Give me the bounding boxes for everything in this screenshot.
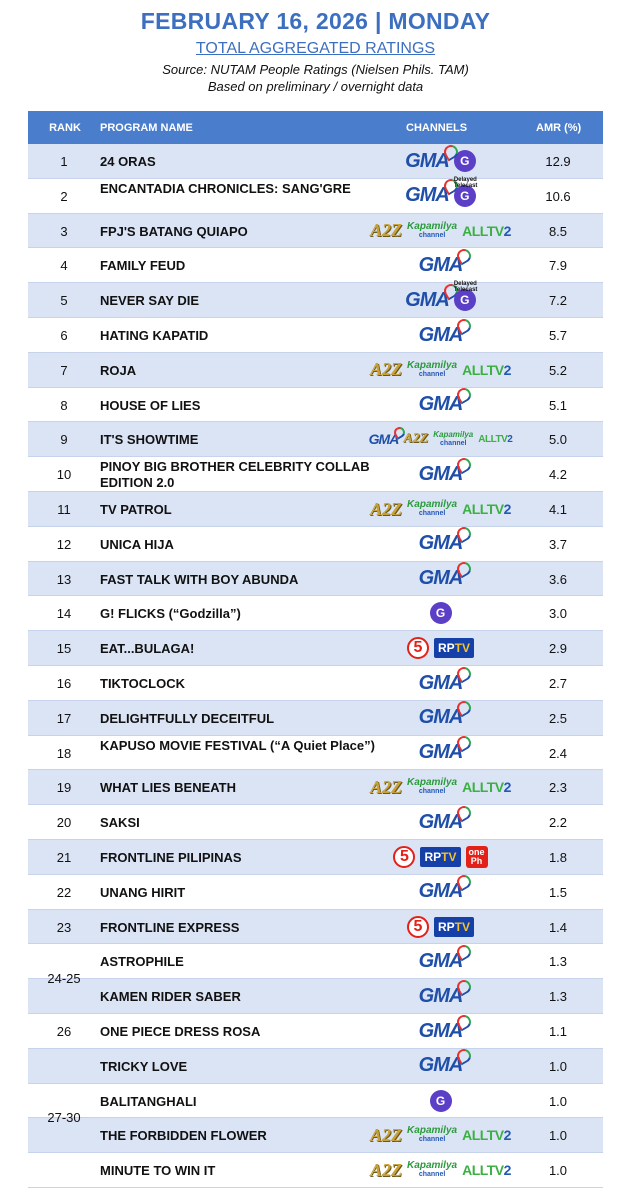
table-row [28, 422, 603, 457]
channels-cell [358, 912, 523, 942]
amr-cell: 2.7 [548, 676, 568, 691]
amr-cell: 1.3 [548, 989, 568, 1005]
channels-cell [358, 529, 523, 559]
source-note: Source: NUTAM People Ratings (Nielsen Phils. TAM) [162, 62, 469, 77]
rank-cell: 8 [60, 397, 68, 413]
kapamilya-channel-sub: channel [418, 231, 446, 239]
program-name-cell: BALITANGHALI [100, 1093, 197, 1109]
table-row [28, 176, 603, 214]
alltv2-number: 2 [507, 433, 513, 445]
amr-cell: 3.6 [548, 571, 568, 587]
amr-cell: 2.5 [548, 710, 568, 726]
merged-rank-cell: 27-30 [47, 1110, 81, 1126]
amr-cell: 5.1 [548, 397, 568, 413]
channels-cell [358, 703, 523, 733]
rank-cell: 20 [56, 815, 72, 831]
program-name-cell: KAPUSO MOVIE FESTIVAL (“A Quiet Place”) [100, 737, 375, 753]
program-name-cell: G! FLICKS (“Godzilla”) [100, 606, 241, 622]
amr-cell: 1.5 [548, 884, 568, 900]
program-name-cell: PINOY BIG BROTHER CELEBRITY COLLAB EDITION 2.0 [100, 459, 370, 491]
channels-cell [358, 981, 523, 1011]
amr-cell: 1.1 [548, 1024, 568, 1039]
channels-cell [358, 424, 523, 454]
channels-cell [358, 146, 523, 176]
rptv-tv: TV [441, 850, 457, 864]
alltv2-number: 2 [503, 361, 511, 378]
rank-cell: 12 [56, 536, 72, 552]
amr-cell: 3.7 [548, 536, 568, 552]
channels-cell [358, 633, 523, 663]
col-amr-header: AMR (%) [536, 122, 582, 134]
tv5-logo-icon: 5 [407, 916, 429, 938]
rank-cell: 10 [56, 467, 72, 483]
rank-cell: 7 [60, 362, 68, 378]
table-row [28, 1014, 603, 1049]
a2z-logo-icon: A2Z [370, 1159, 403, 1180]
program-name-cell: ROJA [100, 362, 137, 378]
alltv2-logo-icon: ALLTV2 [462, 222, 511, 239]
gtv-logo-icon: G [454, 150, 476, 172]
a2z-logo-icon: A2Z [370, 359, 403, 380]
amr-cell: 1.0 [548, 1058, 568, 1074]
one-ph-logo-icon: one Ph [466, 846, 488, 868]
amr-cell: 7.2 [548, 293, 568, 309]
amr-cell: 1.0 [548, 1128, 568, 1144]
gtv-delayed-logo-icon [453, 281, 478, 311]
channels-cell [358, 281, 523, 315]
page-title: FEBRUARY 16, 2026 | MONDAY [140, 8, 491, 34]
table-row [28, 353, 603, 388]
kapamilya-channel-logo-icon: Kapamilya channel [407, 1160, 458, 1179]
amr-cell: 7.9 [548, 258, 568, 274]
gma-logo-icon: GMA [418, 1019, 463, 1042]
rank-cell: 6 [60, 328, 68, 343]
amr-cell: 2.2 [548, 815, 568, 831]
rptv-tv: TV [454, 641, 470, 656]
amr-cell: 8.5 [548, 223, 568, 239]
rptv-tv: TV [454, 919, 470, 934]
table-row [28, 736, 603, 771]
alltv2-number: 2 [503, 1162, 511, 1179]
table-row [28, 1084, 603, 1119]
rank-cell: 4 [60, 258, 68, 274]
kapamilya-channel-sub: channel [418, 1171, 446, 1179]
alltv2-number: 2 [503, 1127, 511, 1144]
gma-logo-icon: GMA [418, 253, 463, 276]
rank-cell: 23 [56, 919, 72, 935]
table-row [28, 492, 603, 527]
rank-cell: 9 [60, 432, 68, 448]
gma-logo-icon: GMA [418, 949, 463, 972]
rank-cell: 1 [60, 154, 68, 169]
gma-logo-icon: GMA [418, 810, 463, 833]
gma-logo-icon: GMA [418, 880, 463, 903]
kapamilya-channel-sub: channel [418, 510, 446, 517]
program-name-cell: UNICA HIJA [100, 536, 174, 552]
channels-cell [358, 842, 523, 872]
channels-cell [358, 459, 523, 489]
alltv2-logo-icon: ALLTV2 [462, 1127, 511, 1144]
gma-logo-icon: GMA [418, 1054, 463, 1077]
gma-logo-icon: GMA [405, 184, 449, 207]
program-name-cell: ASTROPHILE [100, 954, 184, 970]
rank-cell: 2 [60, 188, 68, 204]
gtv-logo-icon: G [454, 289, 476, 311]
gma-logo-icon: GMA [418, 741, 463, 764]
rank-cell: 21 [56, 850, 72, 865]
table-row [28, 666, 603, 701]
kapamilya-channel-sub: channel [440, 440, 467, 448]
amr-cell: 10.6 [545, 188, 571, 204]
table-row [28, 1118, 603, 1153]
alltv2-logo-icon: ALLTV2 [462, 1162, 511, 1179]
rank-cell: 11 [57, 502, 71, 517]
col-program-header: PROGRAM NAME [100, 122, 193, 134]
a2z-logo-icon: A2Z [370, 1124, 403, 1145]
one-ph-sub: Ph [470, 856, 483, 866]
rank-cell: 19 [56, 780, 72, 796]
program-name-cell: HATING KAPATID [100, 328, 209, 343]
amr-cell: 1.8 [548, 850, 568, 865]
rank-cell: 14 [56, 606, 72, 622]
program-name-cell: EAT...BULAGA! [100, 641, 195, 657]
program-name-cell: ONE PIECE DRESS ROSA [100, 1024, 261, 1039]
table-row [28, 944, 603, 979]
amr-cell: 5.2 [548, 362, 568, 378]
kapamilya-channel-logo-icon: Kapamilya channel [433, 430, 474, 448]
table-row [28, 527, 603, 562]
program-name-cell: FAMILY FEUD [100, 258, 186, 274]
program-name-cell: FRONTLINE PILIPINAS [100, 850, 242, 865]
kapamilya-channel-sub: channel [418, 788, 446, 796]
table-row [28, 770, 603, 805]
rank-cell: 18 [56, 745, 72, 761]
table-row [28, 388, 603, 423]
channels-cell [358, 564, 523, 594]
channels-cell [358, 1051, 523, 1081]
channels-cell [358, 355, 523, 385]
channels-cell [358, 320, 523, 350]
col-channels-header: CHANNELS [406, 122, 468, 134]
kapamilya-channel-sub: channel [418, 1136, 446, 1144]
rank-cell: 26 [56, 1024, 72, 1039]
table-row [28, 1049, 603, 1084]
channels-cell [358, 598, 523, 628]
rptv-logo-icon: RPTV [434, 917, 474, 937]
table-row [28, 910, 603, 945]
gma-logo-icon: GMA [418, 984, 463, 1007]
alltv2-logo-icon: ALLTV2 [462, 501, 511, 517]
program-name-cell: THE FORBIDDEN FLOWER [100, 1128, 267, 1144]
gtv-logo-icon: G [454, 185, 476, 207]
channels-cell [358, 1086, 523, 1116]
table-row [28, 1153, 603, 1188]
channels-cell [358, 738, 523, 768]
program-name-cell: UNANG HIRIT [100, 884, 186, 900]
channels-cell [358, 1120, 523, 1150]
rank-cell: 3 [60, 223, 68, 239]
kapamilya-channel-logo-icon: Kapamilya channel [407, 1125, 458, 1144]
a2z-logo-icon: A2Z [370, 498, 403, 519]
gma-logo-icon: GMA [418, 323, 463, 346]
alltv2-logo-icon: ALLTV2 [478, 433, 513, 445]
gma-logo-icon: GMA [418, 532, 463, 555]
program-name-cell: HOUSE OF LIES [100, 397, 201, 413]
amr-cell: 4.2 [548, 467, 568, 483]
kapamilya-channel-logo-icon: Kapamilya channel [407, 220, 458, 239]
gma-logo-icon: GMA [405, 149, 449, 172]
table-row [28, 596, 603, 631]
channels-cell [358, 176, 523, 211]
merged-rank-cell: 24-25 [47, 971, 81, 987]
program-name-cell: FRONTLINE EXPRESS [100, 919, 240, 935]
program-name-cell: SAKSI [100, 815, 140, 831]
rptv-logo-icon: RPTV [420, 847, 460, 867]
table-row [28, 840, 603, 875]
kapamilya-channel-sub: channel [418, 370, 446, 378]
amr-cell: 1.3 [548, 954, 568, 970]
program-name-cell: 24 ORAS [100, 154, 156, 169]
amr-cell: 2.9 [548, 641, 568, 657]
rank-cell: 17 [56, 710, 72, 726]
gma-logo-icon: GMA [405, 288, 449, 311]
table-row [28, 562, 603, 597]
program-name-cell: TIKTOCLOCK [100, 676, 185, 691]
amr-cell: 1.0 [548, 1163, 568, 1179]
channels-cell [358, 807, 523, 837]
channels-cell [358, 946, 523, 976]
channels-cell [358, 250, 523, 280]
rank-cell: 13 [56, 571, 72, 587]
table-header [28, 111, 603, 144]
alltv2-number: 2 [503, 501, 511, 517]
table-row [28, 805, 603, 840]
amr-cell: 2.3 [548, 780, 568, 796]
amr-cell: 3.0 [548, 606, 568, 622]
gma-logo-icon: GMA [418, 462, 463, 485]
channels-cell [358, 216, 523, 246]
alltv2-logo-icon: ALLTV2 [462, 361, 511, 378]
kapamilya-channel-logo-icon: Kapamilya channel [407, 359, 458, 378]
gma-logo-icon: GMA [368, 431, 399, 448]
rptv-logo-icon: RPTV [434, 638, 474, 658]
amr-cell: 2.4 [548, 745, 568, 761]
amr-cell: 5.0 [548, 432, 568, 448]
channels-cell [358, 1016, 523, 1046]
table-row [28, 631, 603, 666]
basis-note: Based on preliminary / overnight data [207, 79, 424, 94]
program-name-cell: TRICKY LOVE [100, 1058, 188, 1074]
program-name-cell: FAST TALK WITH BOY ABUNDA [100, 571, 299, 587]
table-row [28, 283, 603, 318]
program-name-cell: TV PATROL [100, 502, 172, 517]
program-name-cell: MINUTE TO WIN IT [100, 1163, 216, 1179]
a2z-logo-icon: A2Z [370, 220, 403, 241]
tv5-logo-icon: 5 [407, 637, 429, 659]
alltv2-number: 2 [503, 222, 511, 239]
channels-cell [358, 1155, 523, 1185]
amr-cell: 12.9 [545, 154, 571, 169]
rank-cell: 15 [56, 641, 72, 657]
program-name-cell: NEVER SAY DIE [100, 293, 199, 309]
a2z-logo-icon: A2Z [403, 431, 429, 447]
program-name-cell: IT'S SHOWTIME [100, 432, 199, 448]
channels-cell [358, 877, 523, 907]
program-name-cell: KAMEN RIDER SABER [100, 989, 241, 1005]
gma-logo-icon: GMA [418, 567, 463, 590]
tv5-logo-icon: 5 [393, 846, 415, 868]
table-row [28, 248, 603, 283]
channels-cell [358, 668, 523, 698]
gma-logo-icon: GMA [418, 706, 463, 729]
kapamilya-channel-logo-icon: Kapamilya channel [407, 777, 458, 796]
table-row [28, 214, 603, 249]
report-subtitle-text: TOTAL AGGREGATED RATINGS [195, 40, 436, 57]
gma-logo-icon: GMA [418, 393, 463, 416]
program-name-cell: ENCANTADIA CHRONICLES: SANG'GRE [100, 180, 351, 196]
program-name-cell: DELIGHTFULLY DECEITFUL [100, 710, 275, 726]
channels-cell [358, 494, 523, 524]
delayed-telecast-label: Delayed Telecast [453, 176, 478, 189]
gtv-delayed-logo-icon [453, 176, 478, 207]
gtv-logo-icon: G [430, 602, 452, 624]
table-row [28, 144, 603, 179]
a2z-logo-icon: A2Z [370, 776, 403, 797]
col-rank-header: RANK [49, 122, 81, 134]
report-subtitle [0, 40, 631, 58]
alltv2-number: 2 [503, 779, 511, 796]
amr-cell: 5.7 [548, 328, 568, 343]
program-name-cell: FPJ'S BATANG QUIAPO [100, 223, 248, 239]
rank-cell: 22 [56, 884, 72, 900]
gma-logo-icon: GMA [418, 671, 463, 694]
table-row [28, 701, 603, 736]
rank-cell: 5 [60, 293, 68, 309]
kapamilya-channel-logo-icon: Kapamilya channel [407, 499, 458, 517]
table-row [28, 318, 603, 353]
channels-cell [358, 772, 523, 802]
alltv2-logo-icon: ALLTV2 [462, 779, 511, 796]
delayed-telecast-label: Delayed Telecast [453, 281, 478, 294]
rank-cell: 16 [56, 676, 72, 691]
channels-cell [358, 390, 523, 420]
amr-cell: 4.1 [548, 502, 568, 517]
table-row [28, 979, 603, 1014]
table-row [28, 457, 603, 492]
program-name-cell: WHAT LIES BENEATH [100, 780, 237, 796]
gtv-logo-icon: G [430, 1090, 452, 1112]
amr-cell: 1.4 [548, 919, 568, 935]
amr-cell: 1.0 [548, 1093, 568, 1109]
table-row [28, 875, 603, 910]
